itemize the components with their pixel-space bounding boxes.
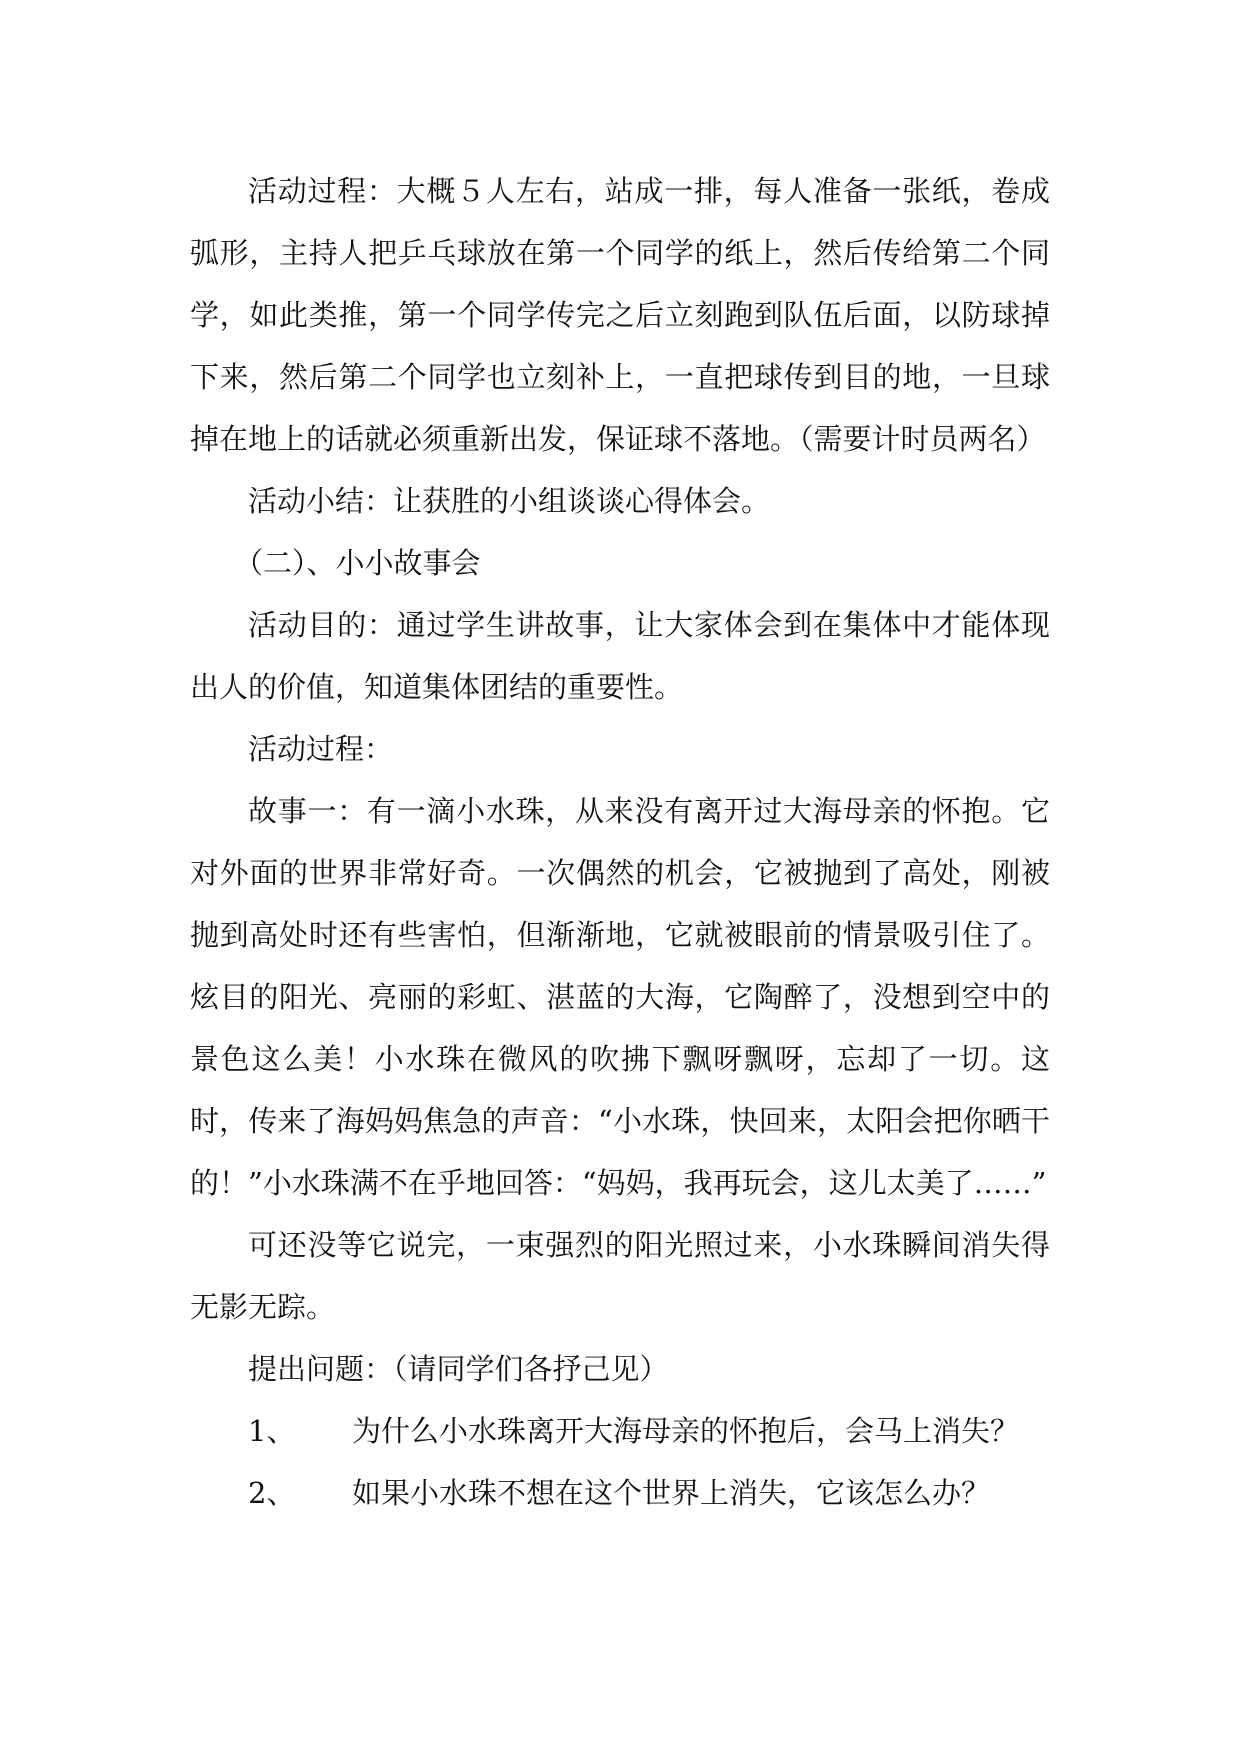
paragraph-story-one: 故事一：有一滴小水珠，从来没有离开过大海母亲的怀抱。它对外面的世界非常好奇。一次偶然的机会，它被抛到了高处，刚被抛到高处时还有些害怕，但渐渐地，它就被眼前的情景吸引住了。炫目的阳光、亮丽的彩虹、湛蓝的大海，它陶醉了，没想到空中的景色这么美！小水珠在微风的吹拂下飘呀飘呀，忘却了一切。这时，传来了海妈妈焦急的声音：“小水珠，快回来，太阳会把你晒干的！”小水珠满不在乎地回答：“妈妈，我再玩会，这儿太美了……” bbox=[190, 794, 1050, 1200]
paragraph-story-ending: 可还没等它说完，一束强烈的阳光照过来，小水珠瞬间消失得无影无踪。 bbox=[190, 1228, 1050, 1324]
document-page bbox=[190, 160, 1050, 1524]
question-text: 为什么小水珠离开大海母亲的怀抱后，会马上消失？ bbox=[352, 1414, 1020, 1448]
paragraph-activity-summary: 活动小结：让获胜的小组谈谈心得体会。 bbox=[248, 484, 771, 518]
section-heading-story-meeting: （二）、小小故事会 bbox=[234, 546, 481, 580]
paragraph-questions-intro: 提出问题：（请同学们各抒己见） bbox=[248, 1352, 669, 1386]
question-number: 2、 bbox=[248, 1476, 296, 1510]
paragraph-activity-goal: 活动目的：通过学生讲故事，让大家体会到在集体中才能体现出人的价值，知道集体团结的重要性。 bbox=[190, 608, 1050, 704]
question-item bbox=[190, 1400, 1050, 1462]
question-number: 1、 bbox=[248, 1414, 296, 1448]
paragraph-activity-process: 活动过程：大概５人左右，站成一排，每人准备一张纸，卷成弧形，主持人把乒乓球放在第一个同学的纸上，然后传给第二个同学，如此类推，第一个同学传完之后立刻跑到队伍后面，以防球掉下来，然后第二个同学也立刻补上，一直把球传到目的地，一旦球掉在地上的话就必须重新出发，保证球不落地。（需要计时员两名） bbox=[190, 174, 1050, 456]
paragraph-activity-process-label: 活动过程： bbox=[248, 732, 394, 766]
question-item bbox=[190, 1462, 1050, 1524]
question-text: 如果小水珠不想在这个世界上消失，它该怎么办？ bbox=[352, 1476, 991, 1510]
